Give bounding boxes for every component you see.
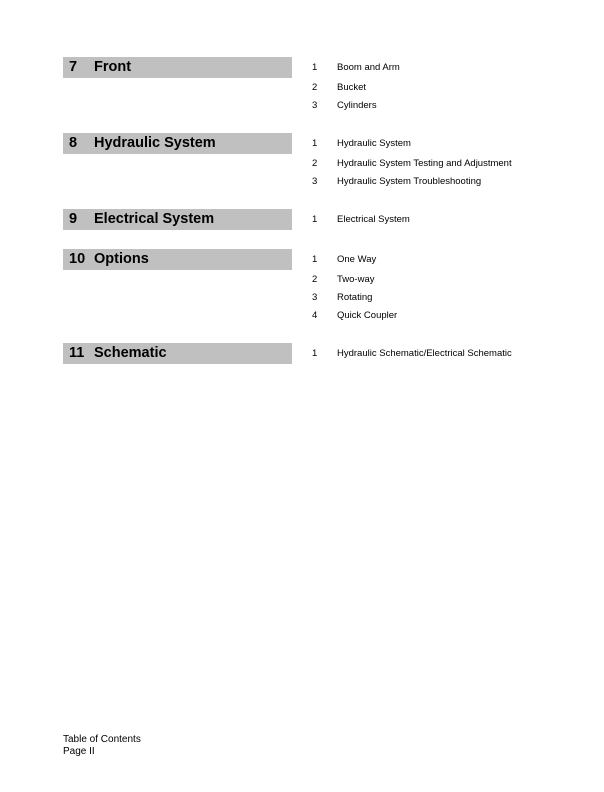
- item-number: 4: [312, 310, 318, 321]
- section-header-bar: [63, 57, 292, 78]
- item-label: Cylinders: [337, 100, 377, 111]
- item-label: Hydraulic System Troubleshooting: [337, 176, 482, 187]
- item-number: 1: [312, 214, 318, 225]
- section-title: Options: [94, 251, 149, 267]
- section-header-bar: [63, 343, 292, 364]
- section-number: 10: [69, 251, 86, 267]
- item-label: Hydraulic Schematic/Electrical Schematic: [337, 348, 512, 359]
- item-number: 1: [312, 348, 318, 359]
- section-title: Front: [94, 59, 132, 75]
- item-label: Hydraulic System: [337, 138, 411, 149]
- section-title: Electrical System: [94, 211, 215, 227]
- item-number: 2: [312, 158, 318, 169]
- item-label: Hydraulic System Testing and Adjustment: [337, 158, 512, 169]
- item-number: 2: [312, 82, 318, 93]
- item-number: 2: [312, 274, 318, 285]
- section-number: 9: [69, 211, 78, 227]
- section-number: 11: [69, 345, 85, 361]
- section-header-bar: [63, 249, 292, 270]
- footer-page-number: Page II: [63, 746, 95, 757]
- footer-doc-title: Table of Contents: [63, 734, 141, 745]
- section-number: 8: [69, 135, 78, 151]
- section-number: 7: [69, 59, 78, 75]
- item-number: 3: [312, 176, 318, 187]
- item-number: 3: [312, 100, 318, 111]
- item-label: Two-way: [337, 274, 375, 285]
- section-header-bar: [63, 209, 292, 230]
- item-number: 1: [312, 254, 318, 265]
- item-label: Rotating: [337, 292, 373, 303]
- section-title: Schematic: [94, 345, 167, 361]
- item-label: One Way: [337, 254, 377, 265]
- item-label: Quick Coupler: [337, 310, 398, 321]
- item-number: 1: [312, 62, 318, 73]
- item-label: Boom and Arm: [337, 62, 400, 73]
- section-header-bar: [63, 133, 292, 154]
- item-label: Electrical System: [337, 214, 410, 225]
- item-number: 1: [312, 138, 318, 149]
- section-title: Hydraulic System: [94, 135, 216, 151]
- item-label: Bucket: [337, 82, 367, 93]
- item-number: 3: [312, 292, 318, 303]
- page-footer: [63, 734, 141, 758]
